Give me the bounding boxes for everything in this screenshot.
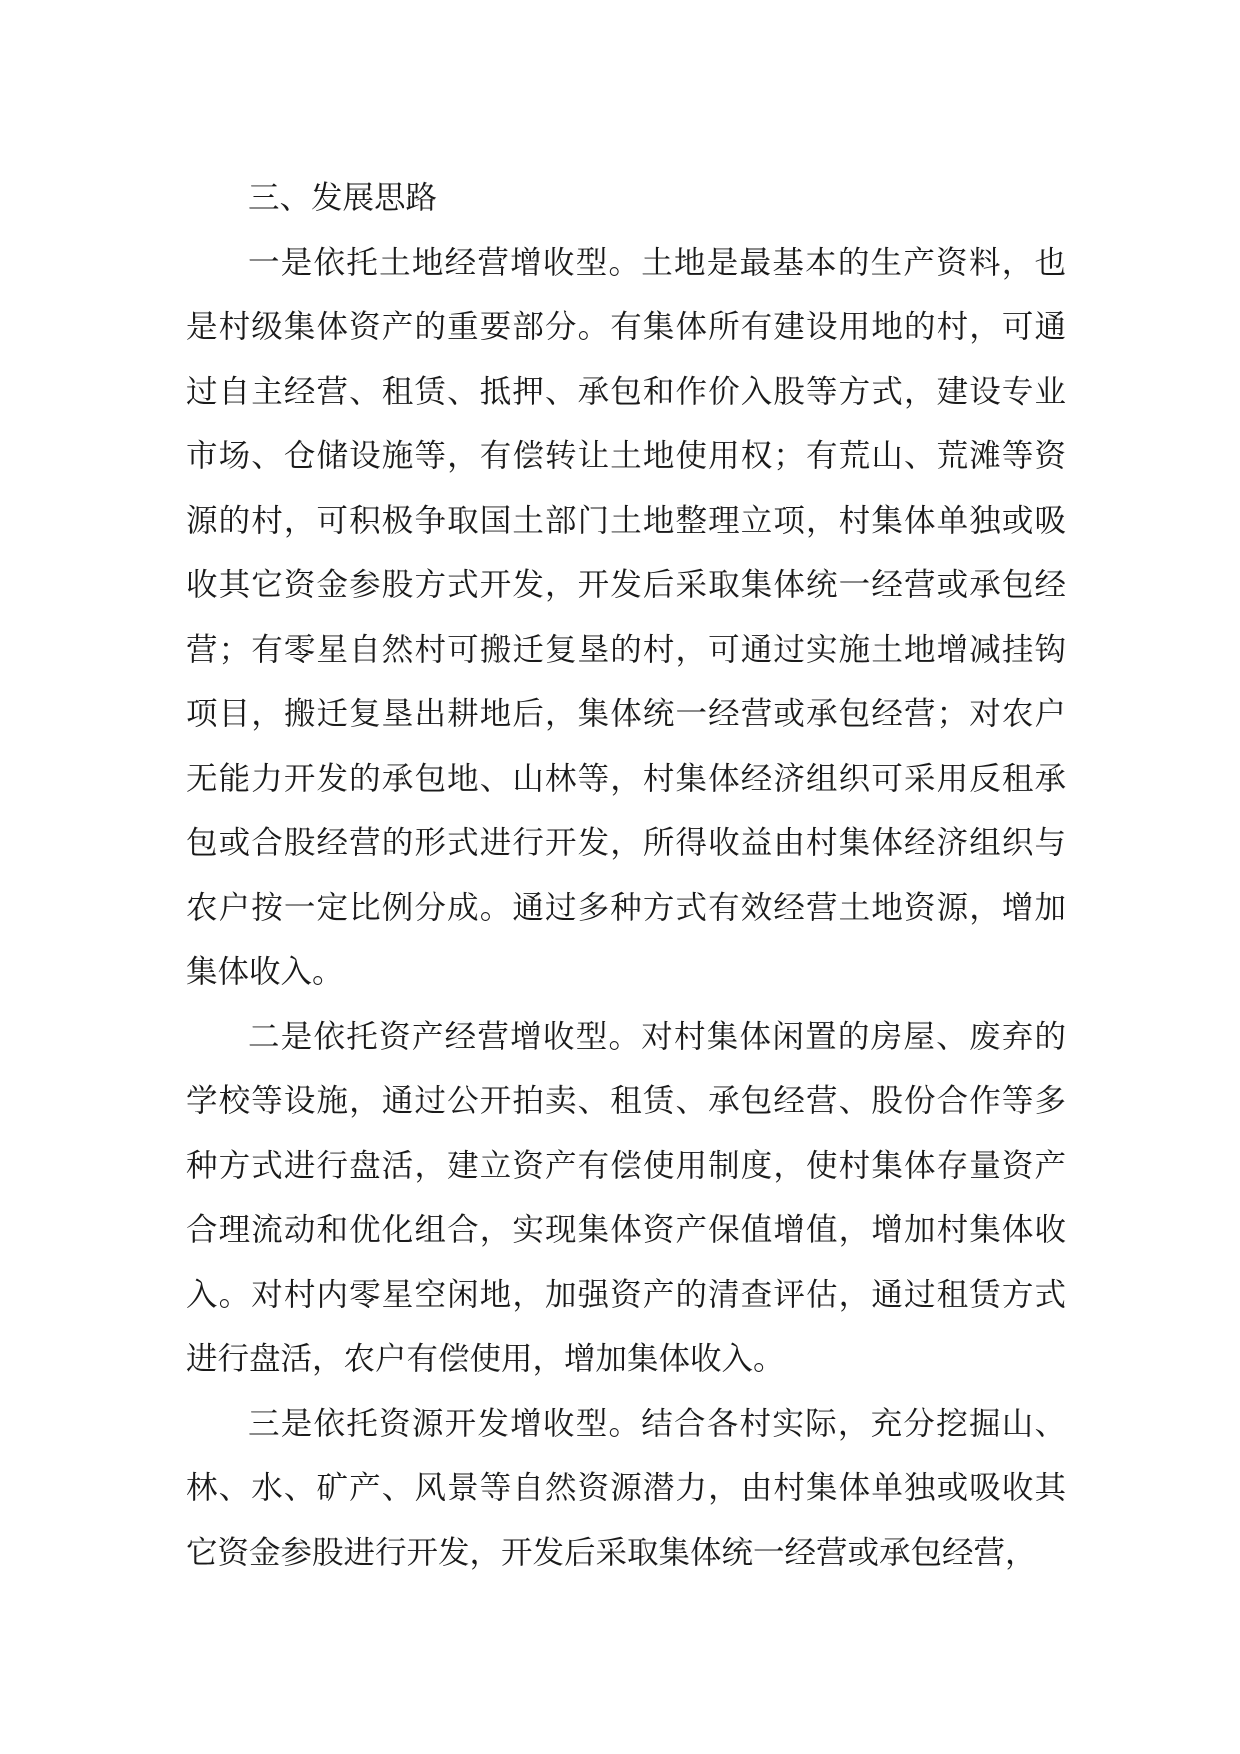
document-body	[186, 166, 1066, 1585]
paragraph-land-management: 一是依托土地经营增收型。土地是最基本的生产资料，也是村级集体资产的重要部分。有集体所有建设用地的村，可通过自主经营、租赁、抵押、承包和作价入股等方式，建设专业市场、仓储设施等，有偿转让土地使用权；有荒山、荒滩等资源的村，可积极争取国土部门土地整理立项，村集体单独或吸收其它资金参股方式开发，开发后采取集体统一经营或承包经营；有零星自然村可搬迁复垦的村，可通过实施土地增减挂钩项目，搬迁复垦出耕地后，集体统一经营或承包经营；对农户无能力开发的承包地、山林等，村集体经济组织可采用反租承包或合股经营的形式进行开发，所得收益由村集体经济组织与农户按一定比例分成。通过多种方式有效经营土地资源，增加集体收入。	[186, 244, 1066, 990]
paragraph-resource-development: 三是依托资源开发增收型。结合各村实际，充分挖掘山、林、水、矿产、风景等自然资源潜力，由村集体单独或吸收其它资金参股进行开发，开发后采取集体统一经营或承包经营，	[186, 1405, 1066, 1571]
paragraph-asset-management: 二是依托资产经营增收型。对村集体闲置的房屋、废弃的学校等设施，通过公开拍卖、租赁、承包经营、股份合作等多种方式进行盘活，建立资产有偿使用制度，使村集体存量资产合理流动和优化组合，实现集体资产保值增值，增加村集体收入。对村内零星空闲地，加强资产的清查评估，通过租赁方式进行盘活，农户有偿使用，增加集体收入。	[186, 1018, 1066, 1377]
section-heading: 三、发展思路	[248, 180, 438, 216]
